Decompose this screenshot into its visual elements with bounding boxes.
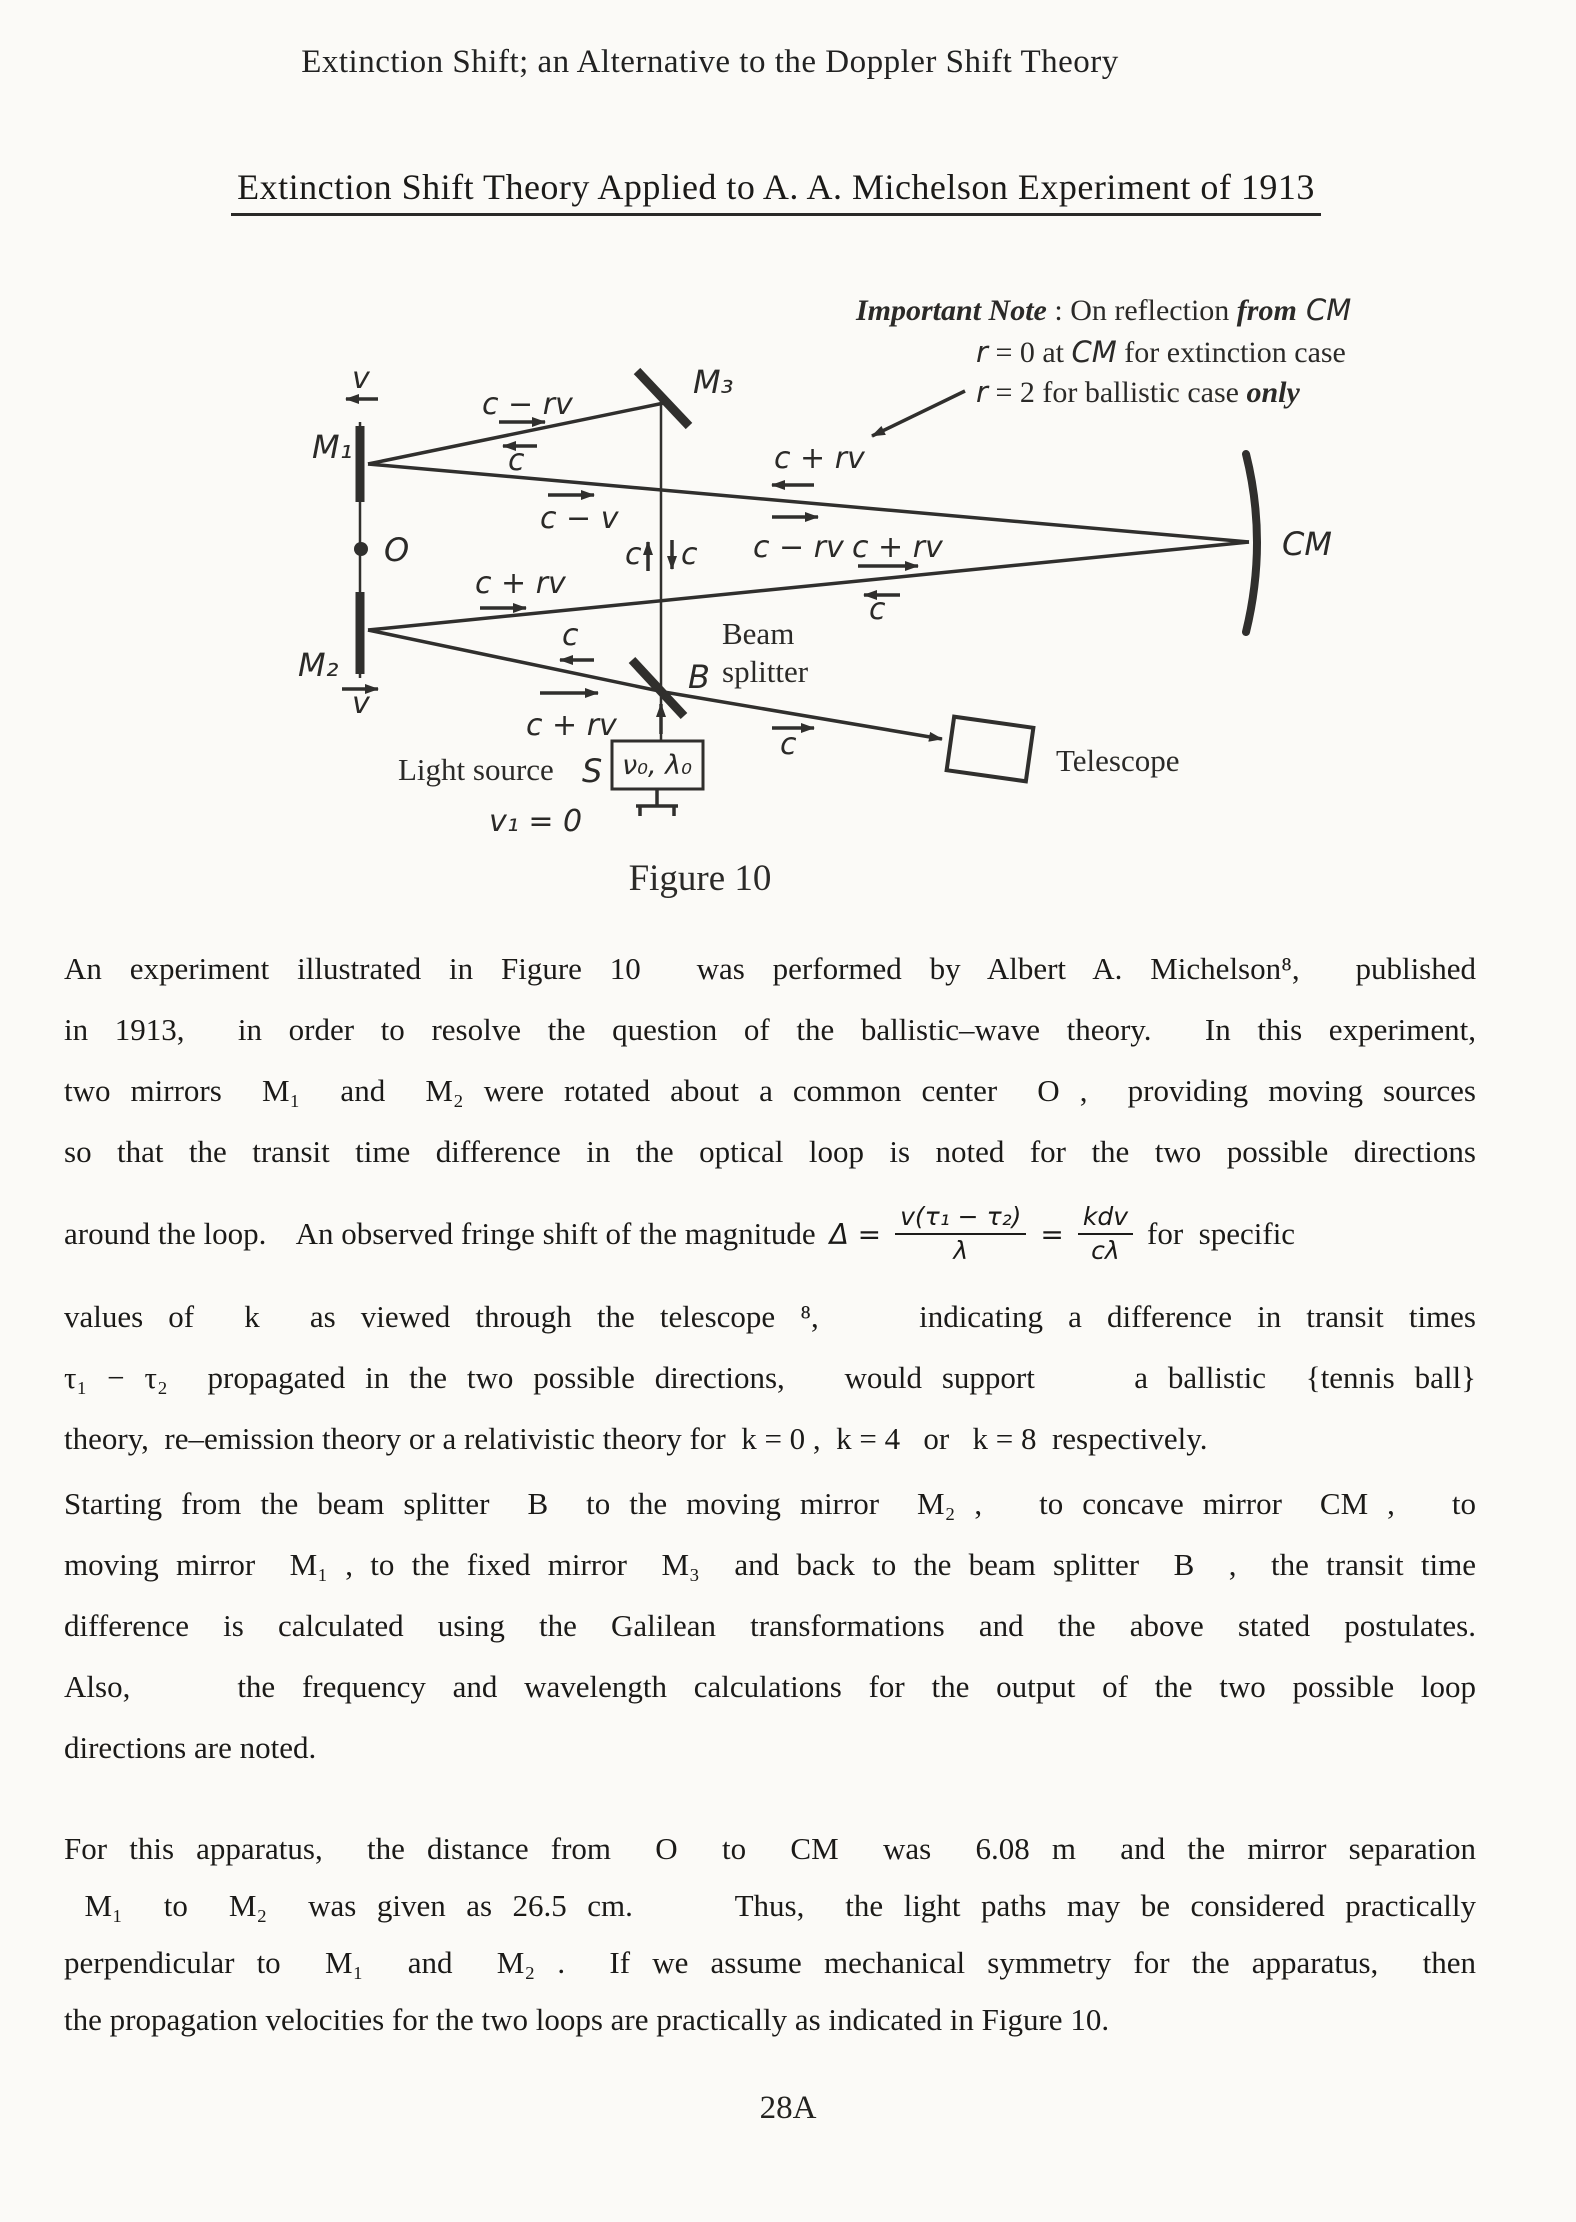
label-m2: M₂ (298, 646, 339, 684)
label-c-minus-v: c − v (540, 501, 619, 536)
fraction-1: $\frac{\text{v(τ₁ − τ₂)}}{\lambda}$ (895, 1202, 1026, 1266)
label-c-plus-rv-lowerleft: c + rv (475, 566, 566, 601)
paragraph-line: moving mirror M₁ , to the fixed mirror M₃ and back to the beam splitter B , the transit time (64, 1547, 1476, 1582)
label-v1-zero: v₁ = 0 (489, 804, 583, 839)
paragraph-line: For this apparatus, the distance from O to CM was 6.08 m and the mirror separation (64, 1831, 1476, 1866)
paragraph-line: theory, re–emission theory or a relativistic theory for k = 0 , k = 4 or k = 8 respectively. (64, 1421, 1208, 1456)
figure-caption: Figure 10 (628, 858, 772, 899)
important-note (855, 293, 1351, 436)
paragraph-line: values of k as viewed through the telescope ⁸, indicating a difference in transit times (64, 1299, 1476, 1334)
section-heading-wrap (0, 166, 1552, 216)
formula-line (64, 1182, 1476, 1286)
label-c-minus-rv-top: c − rv (482, 387, 573, 422)
paragraph-line: τ₁ − τ₂ propagated in the two possible directions, would support a ballistic {tennis ball} (64, 1360, 1476, 1395)
label-cm: CM (1282, 525, 1332, 563)
label-b: B (688, 658, 710, 696)
figure-labels (298, 361, 1332, 899)
label-c-mid: c (869, 592, 886, 627)
label-c-plus-rv-nearb: c + rv (526, 708, 617, 743)
label-c-plus-rv-mid: c + rv (852, 530, 943, 565)
paragraph-line: the propagation velocities for the two loops are practically as indicated in Figure 10. (64, 2002, 1110, 2037)
formula-post-text: for specific (1147, 1216, 1296, 1251)
label-m1: M₁ (312, 428, 353, 466)
paragraph-line: An experiment illustrated in Figure 10 was performed by Albert A. Michelson⁸, published (64, 951, 1476, 986)
paragraph-line: in 1913, in order to resolve the question of the ballistic–wave theory. In this experiment, (64, 1012, 1476, 1047)
label-telescope: Telescope (1056, 743, 1180, 778)
telescope-box (947, 717, 1034, 782)
ground-symbol (636, 789, 678, 816)
label-c-down: c (681, 537, 698, 572)
paragraph-2 (64, 1473, 1476, 1778)
figure-10-diagram (0, 240, 1576, 910)
paragraph-line: two mirrors M₁ and M₂ were rotated about a common center O , providing moving sources (64, 1073, 1476, 1108)
mirror-m3 (637, 371, 689, 426)
label-m3: M₃ (693, 363, 734, 401)
label-c-top: c (508, 443, 525, 478)
formula-pre-text: around the loop. An observed fringe shift of the magnitude (64, 1216, 816, 1251)
formula-equals: = (1040, 1217, 1064, 1251)
note-pointer-arrow (872, 391, 965, 436)
note-line-2: r = 0 at CM for extinction case (976, 335, 1346, 369)
label-splitter: splitter (722, 654, 809, 689)
page-number: 28A (759, 2090, 817, 2126)
label-v-bottom: v (352, 686, 370, 721)
note-line-1: Important Note : On reflection from CM (856, 293, 1352, 327)
paragraph-line: M₁ to M₂ was given as 26.5 cm. Thus, the light paths may be considered practically (64, 1888, 1477, 1923)
label-v-top: v (352, 361, 370, 396)
fraction-2: $\frac{\text{kdv}}{c\lambda}$ (1078, 1202, 1133, 1266)
label-c-telescope: c (780, 727, 797, 762)
paragraph-3 (64, 1820, 1476, 2048)
label-beam: Beam (722, 616, 795, 651)
paragraph-line: Starting from the beam splitter B to the moving mirror M₂ , to concave mirror CM , to (64, 1486, 1476, 1521)
paragraph-line: difference is calculated using the Galilean transformations and the above stated postulates. (64, 1608, 1476, 1643)
label-c-up: c (625, 537, 642, 572)
section-heading: Extinction Shift Theory Applied to A. A. Michelson Experiment of 1913 (231, 166, 1321, 216)
label-s: S (582, 752, 603, 790)
label-source-values: ν₀, λ₀ (622, 750, 692, 781)
label-o: O (384, 531, 410, 569)
label-light-source: Light source (398, 752, 554, 787)
label-c-minus-rv-mid: c − rv (753, 530, 844, 565)
label-c-plus-rv-upper-right: c + rv (774, 441, 865, 476)
paragraph-line: perpendicular to M₁ and M₂ . If we assume mechanical symmetry for the apparatus, then (64, 1945, 1476, 1980)
paragraph-line: so that the transit time difference in the optical loop is noted for the two possible directions (64, 1134, 1476, 1169)
paragraph-line: Also, the frequency and wavelength calculations for the output of the two possible loop (64, 1669, 1476, 1704)
paragraph-line: directions are noted. (64, 1730, 317, 1765)
label-c-lower: c (562, 618, 579, 653)
page-title: Extinction Shift; an Alternative to the Doppler Shift Theory (301, 44, 1119, 80)
center-o-dot (354, 542, 368, 556)
paragraph-1 (64, 938, 1476, 1469)
note-line-3: r = 2 for ballistic case only (976, 375, 1300, 409)
formula-delta: Δ = (829, 1217, 882, 1251)
